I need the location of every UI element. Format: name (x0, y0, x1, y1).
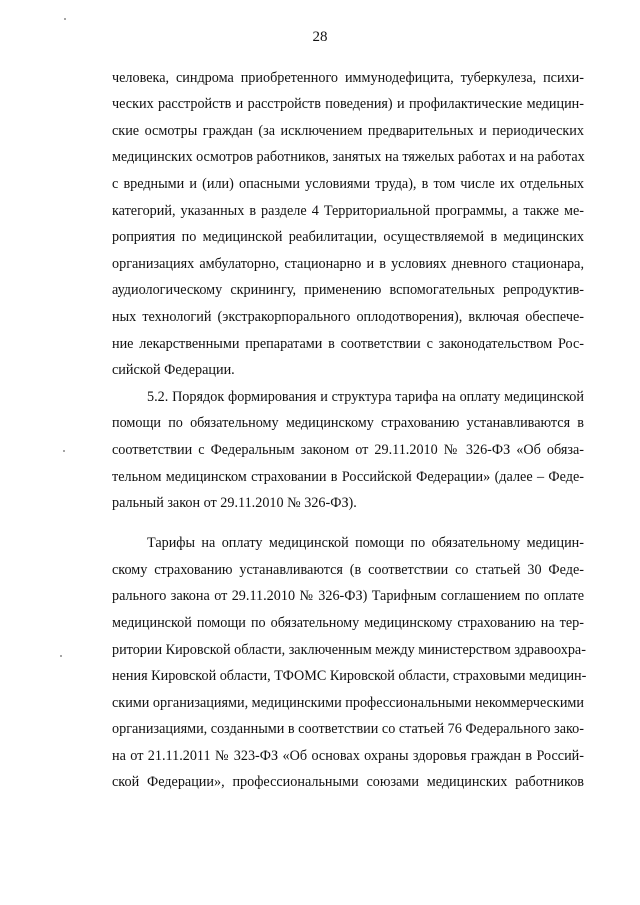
text-line: с вредными и (или) опасными условиями труда), в том числе их отдельных (112, 176, 584, 192)
paragraph-5-2-first-line: 5.2. Порядок формирования и структура тарифа на оплату медицинской (147, 389, 584, 405)
text-line: сийской Федерации. (112, 362, 235, 378)
text-line: рального закона от 29.11.2010 № 326-ФЗ) Тарифным соглашением по оплате (112, 588, 584, 604)
text-line: ральный закон от 29.11.2010 № 326-ФЗ). (112, 495, 357, 511)
text-line: соответствии с Федеральным законом от 29.11.2010 № 326-ФЗ «Об обяза- (112, 442, 584, 458)
text-line: скими организациями, медицинскими профессиональными некоммерческими (112, 695, 584, 711)
text-line: организациях амбулаторно, стационарно и в условиях дневного стационара, (112, 256, 584, 272)
text-line: медицинской помощи по обязательному медицинскому страхованию на тер- (112, 615, 584, 631)
scan-speck (64, 18, 66, 20)
page-number: 28 (312, 29, 328, 45)
text-line: скому страхованию устанавливаются (в соответствии со статьей 30 Феде- (112, 562, 584, 578)
text-line: организациями, созданными в соответствии со статьей 76 Федерального зако- (112, 721, 584, 737)
text-line: медицинских осмотров работников, занятых на тяжелых работах и на работах (112, 149, 585, 165)
text-line: на от 21.11.2011 № 323-ФЗ «Об основах охраны здоровья граждан в Россий- (112, 748, 584, 764)
text-line: человека, синдрома приобретенного иммунодефицита, туберкулеза, психи- (112, 70, 584, 86)
text-line: аудиологическому скринингу, применению вспомогательных репродуктив- (112, 282, 584, 298)
text-line: нения Кировской области, ТФОМС Кировской области, страховыми медицин- (112, 668, 587, 684)
text-line: категорий, указанных в разделе 4 Территориальной программы, а также ме- (112, 203, 584, 219)
paragraph-tariffs-first-line: Тарифы на оплату медицинской помощи по обязательному медицин- (147, 535, 584, 551)
text-line: помощи по обязательному медицинскому страхованию устанавливаются в (112, 415, 584, 431)
text-line: ритории Кировской области, заключенным между министерством здравоохра- (112, 642, 586, 658)
scan-speck (63, 450, 65, 452)
text-line: тельном медицинском страховании в Российской Федерации» (далее – Феде- (112, 469, 584, 485)
text-line: ческих расстройств и расстройств поведения) и профилактические медицин- (112, 96, 584, 112)
text-line: ние лекарственными препаратами в соответствии с законодательством Рос- (112, 336, 584, 352)
scan-speck (60, 655, 62, 657)
text-line: ской Федерации», профессиональными союзами медицинских работников (112, 774, 584, 790)
text-line: ных технологий (экстракорпорального оплодотворения), включая обеспече- (112, 309, 584, 325)
text-line: роприятия по медицинской реабилитации, осуществляемой в медицинских (112, 229, 584, 245)
text-line: ские осмотры граждан (за исключением предварительных и периодических (112, 123, 584, 139)
